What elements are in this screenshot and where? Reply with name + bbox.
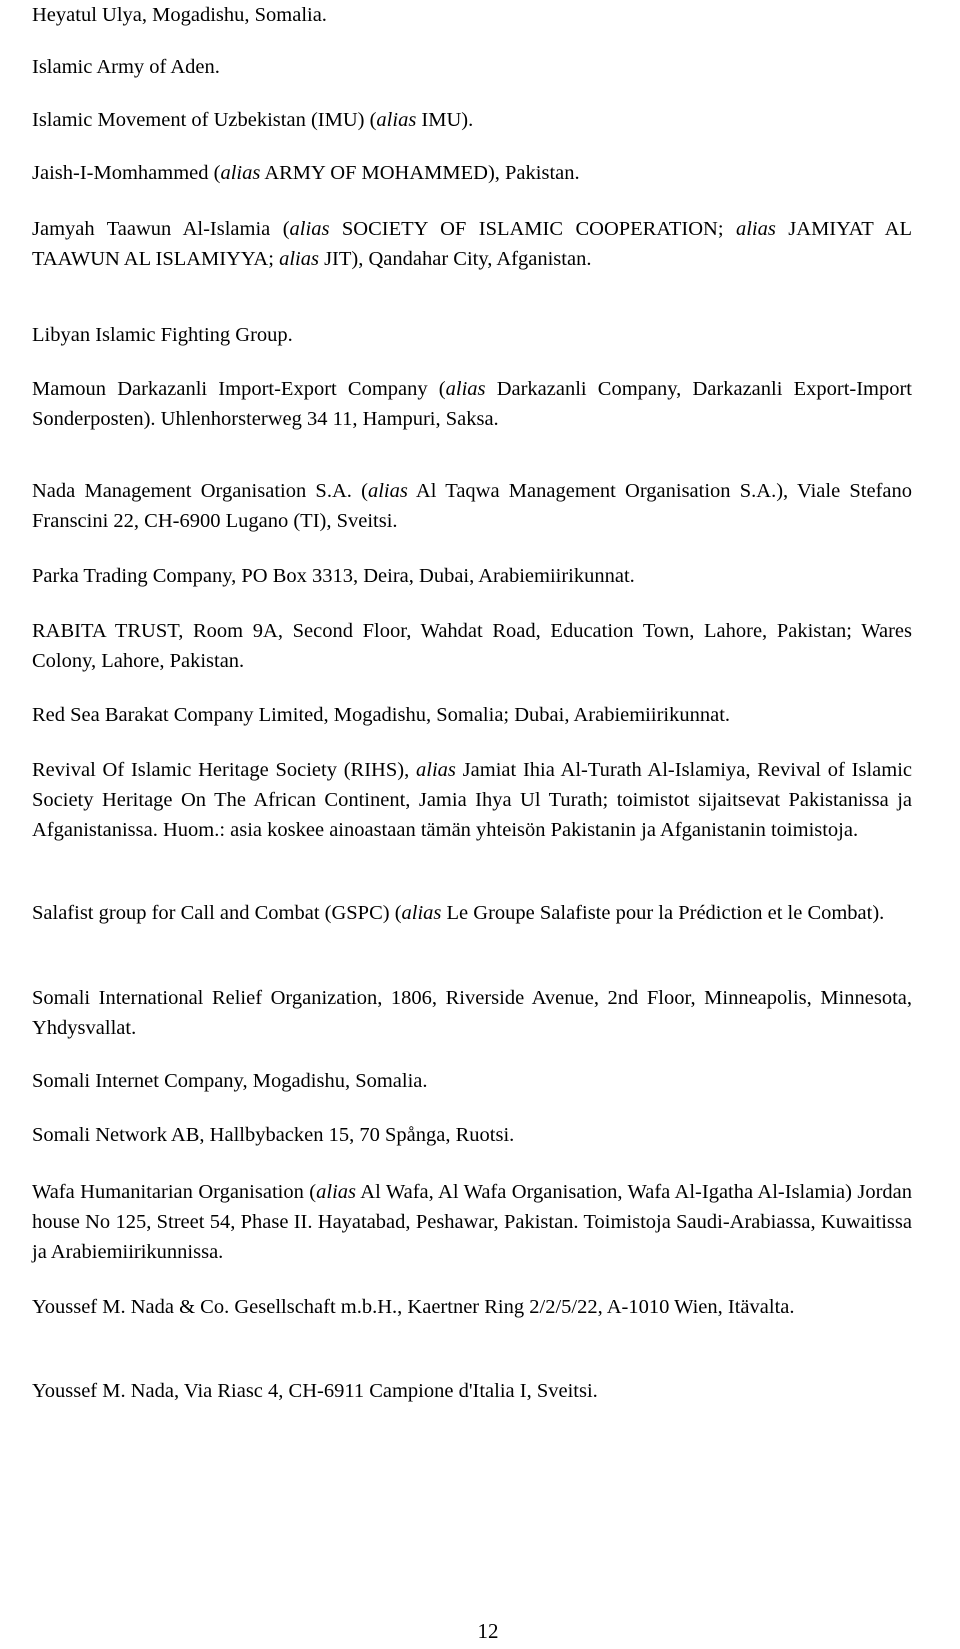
entry-red-sea-barakat	[32, 700, 912, 730]
alias-italic: alias	[316, 1181, 356, 1203]
alias-italic: alias	[735, 218, 776, 240]
page-number: 12	[477, 1619, 499, 1643]
entry-text: Wafa Humanitarian Organisation (	[32, 1181, 317, 1203]
entry-nada-management	[32, 476, 912, 536]
entry-text: Jamyah Taawun Al-Islamia (	[32, 218, 290, 240]
entry-youssef-nada-co	[32, 1292, 912, 1322]
entry-text: Youssef M. Nada & Co. Gesellschaft m.b.H., Kaertner Ring 2/2/5/22, A-1010 Wien, Itävalta.	[32, 1296, 795, 1318]
entry-gspc	[32, 898, 912, 928]
alias-italic: alias	[367, 480, 408, 502]
entry-text: Somali Internet Company, Mogadishu, Somalia.	[32, 1070, 428, 1092]
entry-text: Al Wafa, Al Wafa Organisation, Wafa Al-Igatha Al-Islamia) Jordan house No 125, Street 54, Phase II. Hayatabad, Peshawar, Pakistan. Toimistoja Saudi-Arabiassa, Kuwaitissa ja Arabiemiirikunnissa.	[32, 1181, 912, 1263]
alias-italic: alias	[401, 902, 442, 924]
entry-mamoun-darkazanli	[32, 374, 912, 434]
alias-italic: alias	[445, 378, 486, 400]
entry-jaish-i-momhammed	[32, 158, 912, 188]
entry-text: IMU).	[416, 109, 474, 131]
entry-text: Nada Management Organisation S.A. (	[32, 480, 368, 502]
entry-text: Somali Network AB, Hallbybacken 15, 70 Spånga, Ruotsi.	[32, 1124, 515, 1146]
entry-text: JIT), Qandahar City, Afganistan.	[318, 248, 592, 270]
entry-text: ARMY OF MOHAMMED), Pakistan.	[260, 162, 580, 184]
alias-italic: alias	[220, 162, 261, 184]
entry-rihs	[32, 755, 912, 845]
entry-somali-network	[32, 1120, 912, 1150]
entry-text: SOCIETY OF ISLAMIC COOPERATION;	[329, 218, 736, 240]
entry-rabita-trust	[32, 616, 912, 676]
entry-text: Islamic Movement of Uzbekistan (IMU) (	[32, 109, 377, 131]
entry-text: Youssef M. Nada, Via Riasc 4, CH-6911 Campione d'Italia I, Sveitsi.	[32, 1380, 598, 1402]
entry-text: Jaish-I-Momhammed (	[32, 162, 221, 184]
alias-italic: alias	[416, 759, 456, 781]
entry-somali-international-relief	[32, 983, 912, 1043]
entry-imu	[32, 105, 912, 135]
entry-text: Mamoun Darkazanli Import-Export Company (	[32, 378, 446, 400]
entry-libyan-islamic-fighting-group	[32, 320, 912, 350]
alias-italic: alias	[279, 248, 319, 270]
entry-text: RABITA TRUST, Room 9A, Second Floor, Wahdat Road, Education Town, Lahore, Pakistan; Wares Colony, Lahore, Pakistan.	[32, 620, 912, 672]
entry-text: Salafist group for Call and Combat (GSPC) (	[32, 902, 402, 924]
entry-text: Al Taqwa Management Organisation S.A.), Viale Stefano Franscini 22, CH-6900 Lugano (TI), Sveitsi.	[32, 480, 913, 532]
entry-text: Parka Trading Company, PO Box 3313, Deira, Dubai, Arabiemiirikunnat.	[32, 565, 635, 587]
entry-text: JAMIYAT AL TAAWUN AL ISLAMIYYA;	[32, 218, 912, 270]
entry-text: Jamiat Ihia Al-Turath Al-Islamiya, Revival of Islamic Society Heritage On The African Continent, Jamia Ihya Ul Turath; toimistot sijaitsevat Pakistanissa ja Afganistanissa. Huom.: asia koskee ainoastaan tämän yhteisön Pakistanin ja Afganistanin toimistoja.	[32, 759, 912, 841]
alias-italic: alias	[376, 109, 417, 131]
entry-text: Islamic Army of Aden.	[32, 56, 220, 78]
entry-text: Darkazanli Company, Darkazanli Export-Import Sonderposten). Uhlenhorsterweg 34 11, Hampuri, Saksa.	[32, 378, 913, 430]
entry-text: Le Groupe Salafiste pour la Prédiction et le Combat).	[441, 902, 885, 924]
entry-islamic-army-of-aden	[32, 52, 912, 82]
entry-text: Somali International Relief Organization, 1806, Riverside Avenue, 2nd Floor, Minneapolis, Minnesota, Yhdysvallat.	[32, 987, 912, 1039]
entry-jamyah-taawun	[32, 214, 912, 274]
entry-wafa-humanitarian	[32, 1177, 912, 1267]
entry-youssef-nada	[32, 1376, 912, 1406]
entry-text: Libyan Islamic Fighting Group.	[32, 324, 293, 346]
entry-text: Revival Of Islamic Heritage Society (RIHS),	[32, 759, 417, 781]
entry-parka-trading	[32, 561, 912, 591]
entry-text: Red Sea Barakat Company Limited, Mogadishu, Somalia; Dubai, Arabiemiirikunnat.	[32, 704, 731, 726]
alias-italic: alias	[289, 218, 330, 240]
entry-somali-internet-company	[32, 1066, 912, 1096]
entry-text: Heyatul Ulya, Mogadishu, Somalia.	[32, 4, 327, 26]
entry-heyatul-ulya	[32, 0, 912, 30]
